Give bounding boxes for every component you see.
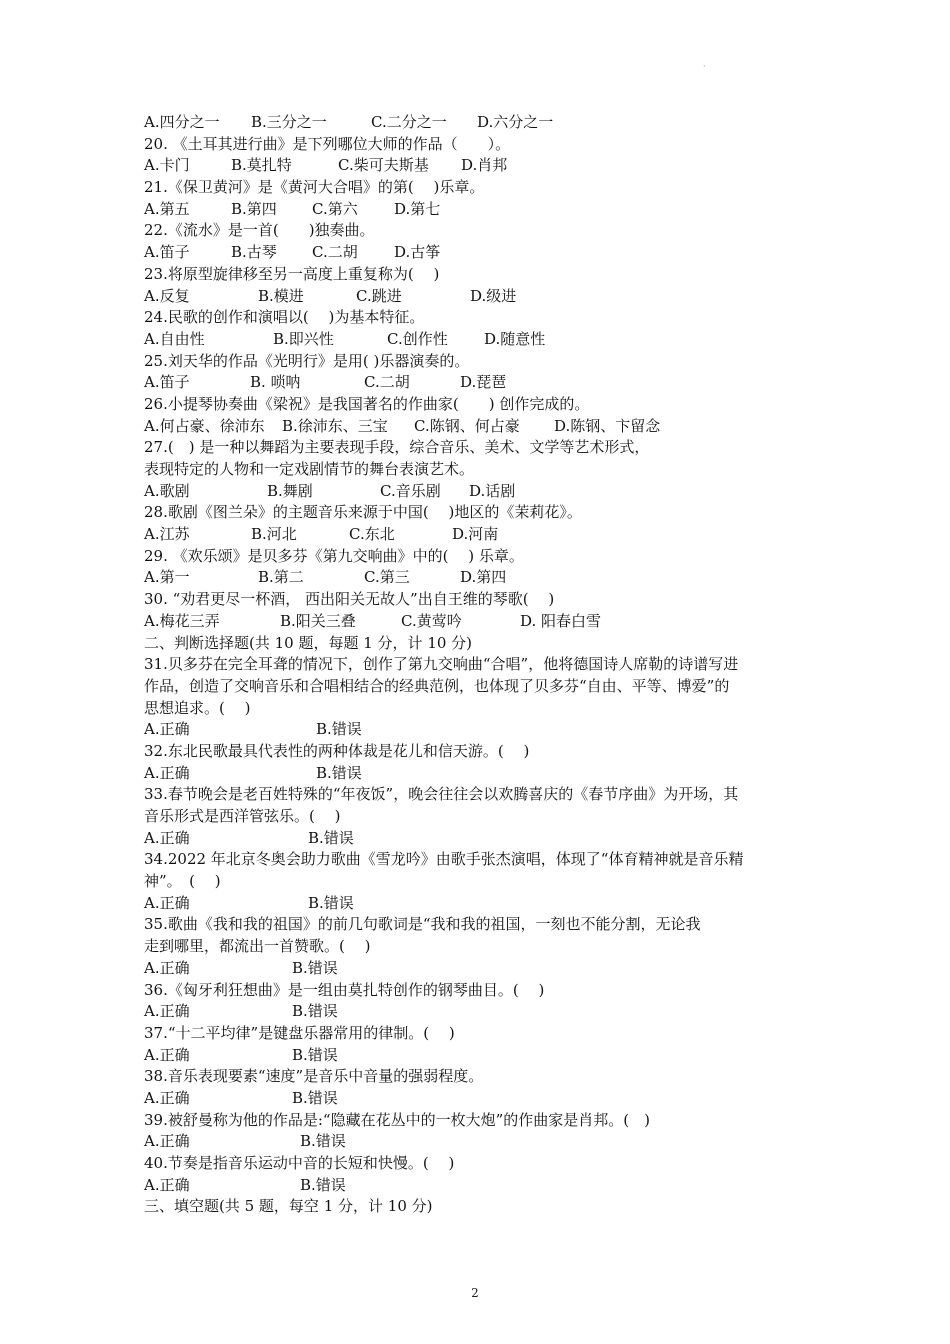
q25-options: [144, 372, 824, 394]
option-a: A.笛子: [144, 243, 190, 262]
option-b: B.第二: [258, 568, 304, 587]
option-d: D. 阳春白雪: [520, 611, 602, 630]
option-b: B.河北: [251, 525, 297, 544]
option-c: C.音乐剧: [380, 481, 441, 500]
q35-line-2: 走到哪里，都流出一首赞歌。( ): [144, 937, 371, 956]
option-a: A.何占豪、徐沛东: [144, 416, 265, 435]
q21-stem: 21.《保卫黄河》是《黄河大合唱》的第( )乐章。: [144, 178, 485, 197]
option-a: A.梅花三弄: [144, 611, 220, 630]
option-b: B.即兴性: [273, 329, 334, 348]
q37-stem: 37.“十二平均律”是键盘乐器常用的律制。( ): [144, 1023, 455, 1042]
q23-stem: 23.将原型旋律移至另一高度上重复称为( ): [144, 264, 440, 283]
option-d: D.陈钢、卞留念: [554, 416, 661, 435]
q33-line-2: 音乐形式是西洋管弦乐。( ): [144, 807, 341, 825]
q28-options: [144, 524, 824, 546]
option-a: A.第五: [144, 199, 190, 218]
option-a: A.正确: [144, 1132, 190, 1151]
q32-options: [144, 763, 824, 785]
q40-options: [144, 1175, 824, 1197]
q30-options: [144, 611, 824, 633]
option-a: A.卡门: [144, 156, 190, 175]
option-c: C.第六: [312, 199, 358, 218]
option-a: A.正确: [144, 958, 190, 977]
option-d: D.河南: [452, 525, 499, 544]
q36-stem: 36.《匈牙利狂想曲》是一组由莫扎特创作的钢琴曲目。( ): [144, 980, 545, 999]
option-b: B.错误: [292, 958, 338, 977]
q36-options: [144, 1001, 824, 1023]
option-d: D.琵琶: [460, 373, 507, 392]
q24-stem: 24.民歌的创作和演唱以( )为基本特征。: [144, 308, 425, 327]
option-a: A.自由性: [144, 329, 205, 348]
option-a: A.歌剧: [144, 481, 190, 500]
q34-line-2: 神”。 ( ): [144, 872, 221, 891]
q38-stem: 38.音乐表现要素“速度”是音乐中音量的强弱程度。: [144, 1067, 484, 1086]
q38-options: [144, 1088, 824, 1110]
q31-line-2: 作品，创造了交响音乐和合唱相结合的经典范例，也体现了贝多芬“自由、平等、博爱”的: [144, 676, 730, 695]
option-c: C.二胡: [312, 243, 358, 262]
option-b: B.错误: [316, 720, 362, 739]
option-c: C.柴可夫斯基: [338, 156, 429, 175]
q34-line-1: 34.2022 年北京冬奥会助力歌曲《雪龙吟》由歌手张杰演唱，体现了“体育精神就是音乐精: [144, 850, 744, 869]
option-a: A.笛子: [144, 373, 190, 392]
q31-line-1: 31.贝多芬在完全耳聋的情况下，创作了第九交响曲“合唱”，他将德国诗人席勒的诗谱写进: [144, 655, 739, 674]
option-c: C.黄莺吟: [401, 611, 462, 630]
q29-stem: 29. 《欢乐颂》是贝多芬《第九交响曲》中的( ) 乐章。: [144, 546, 524, 565]
option-a: A.正确: [144, 1088, 190, 1107]
q25-stem: 25.刘天华的作品《光明行》是用( )乐器演奏的。: [144, 351, 470, 370]
option-b: B.错误: [308, 893, 354, 912]
option-b: B.错误: [316, 763, 362, 782]
option-a: A.江苏: [144, 525, 190, 544]
option-a: A.第一: [144, 568, 190, 587]
option-b: B.舞剧: [267, 481, 313, 500]
option-d: D.随意性: [484, 329, 546, 348]
option-d: D.六分之一: [477, 113, 554, 131]
option-a: A.正确: [144, 720, 190, 739]
q39-options: [144, 1131, 824, 1153]
q40-stem: 40.节奏是指音乐运动中音的长短和快慢。( ): [144, 1154, 455, 1172]
q35-options: [144, 958, 824, 980]
q23-options: [144, 286, 824, 308]
q33-options: [144, 828, 824, 850]
q24-options: [144, 329, 824, 351]
option-c: C.跳进: [356, 286, 402, 305]
option-a: A.正确: [144, 1002, 190, 1021]
q26-stem: 26.小提琴协奏曲《梁祝》是我国著名的作曲家( ) 创作完成的。: [144, 394, 590, 413]
q26-options: [144, 416, 824, 438]
header-mark: ·: [703, 62, 706, 71]
option-b: B.古琴: [231, 243, 277, 262]
option-a: A.反复: [144, 286, 190, 305]
option-d: D.第七: [394, 199, 441, 218]
q28-stem: 28.歌剧《图兰朵》的主题音乐来源于中国( )地区的《茉莉花》。: [144, 503, 582, 522]
section-3-heading: 三、填空题(共 5 题，每空 1 分，计 10 分): [144, 1197, 433, 1216]
option-b: B.徐沛东、三宝: [282, 416, 388, 435]
q19-options: [144, 112, 824, 134]
q29-options: [144, 567, 824, 589]
option-c: C.二胡: [364, 373, 410, 392]
q35-line-1: 35.歌曲《我和我的祖国》的前几句歌词是“我和我的祖国，一刻也不能分割，无论我: [144, 915, 701, 934]
q31-options: [144, 719, 824, 741]
option-b: B.错误: [292, 1045, 338, 1064]
option-c: C.第三: [364, 568, 410, 587]
option-b: B.错误: [292, 1002, 338, 1021]
q27-stem-line-1: 27.( ) 是一种以舞蹈为主要表现手段，综合音乐、美术、文学等艺术形式，: [144, 438, 650, 457]
option-b: B.错误: [300, 1132, 346, 1151]
section-2-heading: 二、判断选择题(共 10 题，每题 1 分，计 10 分): [144, 633, 473, 652]
q22-options: [144, 242, 824, 264]
q37-options: [144, 1045, 824, 1067]
option-c: C.二分之一: [371, 113, 447, 131]
option-c: C.东北: [349, 525, 395, 544]
option-d: D.肖邦: [461, 156, 508, 175]
q39-stem: 39.被舒曼称为他的作品是:“隐藏在花丛中的一枚大炮”的作曲家是肖邦。( ): [144, 1110, 650, 1129]
option-b: B.第四: [231, 199, 277, 218]
question-list: [144, 112, 824, 1218]
option-a: A.正确: [144, 828, 190, 847]
option-b: B.模进: [258, 286, 304, 305]
q33-line-1: 33.春节晚会是老百姓特殊的“年夜饭”，晚会往往会以欢腾喜庆的《春节序曲》为开场，其: [144, 785, 739, 804]
q20-options: [144, 155, 824, 177]
option-b: B.错误: [300, 1175, 346, 1194]
option-a: A.正确: [144, 893, 190, 912]
option-b: B. 唢呐: [250, 373, 301, 392]
q32-stem: 32.东北民歌最具代表性的两种体裁是花儿和信天游。( ): [144, 741, 530, 760]
option-a: A.正确: [144, 1045, 190, 1064]
q30-stem: 30. “劝君更尽一杯酒， 西出阳关无故人”出自王维的琴歌( ): [144, 590, 555, 609]
q34-options: [144, 893, 824, 915]
option-d: D.古筝: [394, 243, 441, 262]
q21-options: [144, 199, 824, 221]
q20-stem: 20. 《土耳其进行曲》是下列哪位大师的作品（ ）。: [144, 134, 511, 153]
option-d: D.话剧: [469, 481, 516, 500]
q27-options: [144, 481, 824, 503]
page-number: 2: [471, 1286, 479, 1300]
option-a: A.四分之一: [144, 113, 220, 131]
option-b: B.莫扎特: [231, 156, 292, 175]
option-d: D.级进: [470, 286, 517, 305]
q31-line-3: 思想追求。( ): [144, 698, 251, 717]
q27-stem-line-2: 表现特定的人物和一定戏剧情节的舞台表演艺术。: [144, 460, 475, 478]
option-a: A.正确: [144, 1175, 190, 1194]
option-b: B.错误: [308, 828, 354, 847]
option-b: B.三分之一: [251, 113, 327, 131]
option-b: B.错误: [292, 1088, 338, 1107]
option-c: C.陈钢、何占豪: [414, 416, 520, 435]
option-a: A.正确: [144, 763, 190, 782]
option-c: C.创作性: [387, 329, 448, 348]
option-d: D.第四: [460, 568, 507, 587]
option-b: B.阳关三叠: [280, 611, 356, 630]
q22-stem: 22.《流水》是一首( )独奏曲。: [144, 221, 375, 240]
